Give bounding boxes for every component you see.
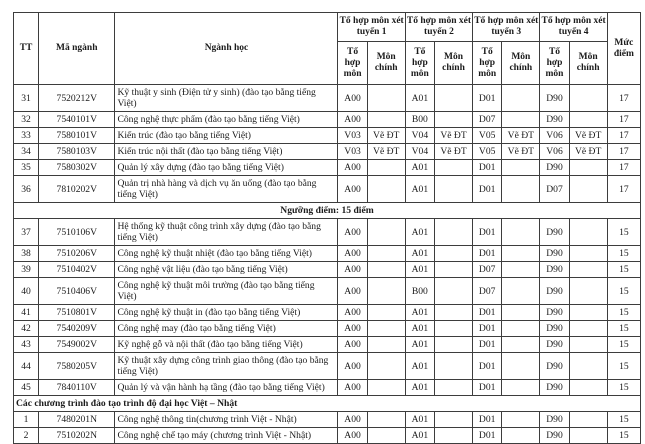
cell-main-subject-4: [569, 380, 607, 396]
cell-major-code: 7510406V: [39, 278, 115, 305]
cell-combo-2: A01: [405, 412, 434, 428]
cell-main-subject-4: [569, 428, 607, 444]
cell-major-code: 7510206V: [39, 246, 115, 262]
cell-major-name: Quản lý xây dựng (đào tạo bằng tiếng Việt): [115, 160, 338, 176]
header-group-2: Tổ hợp môn xét tuyển 2: [405, 13, 472, 42]
header-sub-combo-2: Tổ hợp môn: [405, 42, 434, 85]
cell-score: 17: [607, 85, 640, 112]
cell-combo-4: D90: [540, 246, 569, 262]
cell-combo-2: B00: [405, 278, 434, 305]
cell-combo-3: D07: [473, 112, 502, 128]
cell-combo-4: V06: [540, 128, 569, 144]
cell-main-subject-1: [367, 219, 405, 246]
table-row: [14, 428, 641, 444]
cell-combo-4: D90: [540, 321, 569, 337]
cell-major-name: Hệ thống kỹ thuật công trình xây dựng (đào tạo bằng tiếng Việt): [115, 219, 338, 246]
cell-combo-4: D90: [540, 160, 569, 176]
cell-major-code: 7540101V: [39, 112, 115, 128]
cell-score: 15: [607, 337, 640, 353]
cell-major-name: Quản lý và vận hành hạ tầng (đào tạo bằng tiếng Việt): [115, 380, 338, 396]
table-row: [14, 353, 641, 380]
cell-combo-3: V05: [473, 144, 502, 160]
cell-tt: 1: [14, 412, 39, 428]
cell-combo-2: A01: [405, 262, 434, 278]
cell-combo-3: D01: [473, 246, 502, 262]
header-tt: TT: [14, 13, 39, 85]
cell-tt: 43: [14, 337, 39, 353]
cell-major-code: 7580205V: [39, 353, 115, 380]
cell-combo-3: D01: [473, 337, 502, 353]
cell-combo-4: D90: [540, 219, 569, 246]
cell-main-subject-3: [502, 305, 540, 321]
cell-major-code: 7520212V: [39, 85, 115, 112]
cell-combo-4: D90: [540, 278, 569, 305]
cell-main-subject-4: [569, 112, 607, 128]
admission-score-table: [13, 12, 641, 444]
cell-main-subject-4: [569, 262, 607, 278]
table-row: [14, 219, 641, 246]
cell-combo-2: A01: [405, 246, 434, 262]
header-sub-main-3: Môn chính: [502, 42, 540, 85]
cell-main-subject-3: [502, 85, 540, 112]
table-row: [14, 380, 641, 396]
cell-score: 15: [607, 219, 640, 246]
cell-major-name: Công nghệ thông tin(chương trình Việt - Nhật): [115, 412, 338, 428]
header-sub-main-1: Môn chính: [367, 42, 405, 85]
section-row: [14, 396, 641, 412]
cell-main-subject-1: [367, 246, 405, 262]
cell-main-subject-4: [569, 305, 607, 321]
cell-score: 15: [607, 412, 640, 428]
cell-main-subject-1: Vẽ ĐT: [367, 128, 405, 144]
cell-score: 15: [607, 353, 640, 380]
table-row: [14, 321, 641, 337]
table-body: [14, 85, 641, 444]
cell-main-subject-3: [502, 428, 540, 444]
cell-major-name: Kỹ nghệ gỗ và nội thất (đào tạo bằng tiếng Việt): [115, 337, 338, 353]
cell-combo-1: A00: [338, 262, 367, 278]
cell-combo-1: A00: [338, 85, 367, 112]
cell-combo-1: A00: [338, 278, 367, 305]
cell-main-subject-1: [367, 160, 405, 176]
cell-main-subject-4: [569, 321, 607, 337]
cell-combo-3: D01: [473, 176, 502, 203]
cell-main-subject-4: [569, 219, 607, 246]
cell-combo-2: V04: [405, 128, 434, 144]
cell-main-subject-3: [502, 176, 540, 203]
cell-combo-4: D90: [540, 337, 569, 353]
cell-combo-4: D90: [540, 412, 569, 428]
cell-combo-4: D90: [540, 85, 569, 112]
cell-major-code: 7549002V: [39, 337, 115, 353]
table-row: [14, 278, 641, 305]
cell-combo-1: A00: [338, 246, 367, 262]
cell-combo-2: V04: [405, 144, 434, 160]
cell-combo-1: A00: [338, 305, 367, 321]
cell-main-subject-1: [367, 337, 405, 353]
cell-tt: 36: [14, 176, 39, 203]
header-major-code: Mã ngành: [39, 13, 115, 85]
cell-combo-2: A01: [405, 305, 434, 321]
cell-major-code: 7540209V: [39, 321, 115, 337]
cell-major-name: Kỹ thuật xây dựng công trình giao thông (đào tạo bằng tiếng Việt): [115, 353, 338, 380]
cell-main-subject-1: [367, 380, 405, 396]
cell-main-subject-2: [434, 85, 472, 112]
header-group-row: [14, 13, 641, 42]
cell-major-code: 7810202V: [39, 176, 115, 203]
cell-combo-1: A00: [338, 321, 367, 337]
cell-major-name: Quản trị nhà hàng và dịch vụ ăn uống (đào tạo bằng tiếng Việt): [115, 176, 338, 203]
cell-main-subject-1: [367, 176, 405, 203]
cell-combo-3: D01: [473, 85, 502, 112]
cell-combo-1: A00: [338, 412, 367, 428]
header-sub-main-4: Môn chính: [569, 42, 607, 85]
cell-main-subject-3: [502, 337, 540, 353]
cell-combo-2: A01: [405, 428, 434, 444]
cell-score: 17: [607, 112, 640, 128]
cell-main-subject-3: [502, 219, 540, 246]
table-header: [14, 13, 641, 85]
cell-tt: 39: [14, 262, 39, 278]
cell-major-code: 7510801V: [39, 305, 115, 321]
cell-major-name: Công nghệ vật liệu (đào tạo bằng tiếng Việt): [115, 262, 338, 278]
cell-combo-3: D01: [473, 321, 502, 337]
cell-tt: 35: [14, 160, 39, 176]
cell-combo-3: V05: [473, 128, 502, 144]
cell-combo-3: D01: [473, 219, 502, 246]
cell-major-code: 7480201N: [39, 412, 115, 428]
table-row: [14, 337, 641, 353]
cell-main-subject-1: [367, 112, 405, 128]
cell-main-subject-3: [502, 353, 540, 380]
cell-main-subject-1: [367, 353, 405, 380]
cell-combo-2: A01: [405, 380, 434, 396]
cell-combo-4: D90: [540, 112, 569, 128]
cell-combo-4: D90: [540, 353, 569, 380]
cell-main-subject-3: [502, 380, 540, 396]
table-row: [14, 412, 641, 428]
cell-main-subject-3: [502, 246, 540, 262]
cell-main-subject-3: [502, 160, 540, 176]
cell-main-subject-2: [434, 160, 472, 176]
cell-combo-1: A00: [338, 176, 367, 203]
cell-main-subject-4: Vẽ ĐT: [569, 128, 607, 144]
cell-main-subject-2: [434, 380, 472, 396]
cell-main-subject-4: [569, 246, 607, 262]
cell-combo-4: D90: [540, 428, 569, 444]
cell-combo-3: D07: [473, 262, 502, 278]
cell-main-subject-2: [434, 353, 472, 380]
cell-major-code: 7580101V: [39, 128, 115, 144]
header-sub-combo-1: Tổ hợp môn: [338, 42, 367, 85]
cell-main-subject-2: [434, 428, 472, 444]
cell-major-code: 7840110V: [39, 380, 115, 396]
cell-main-subject-4: [569, 337, 607, 353]
cell-main-subject-2: Vẽ ĐT: [434, 144, 472, 160]
cell-combo-2: A01: [405, 321, 434, 337]
header-sub-combo-4: Tổ hợp môn: [540, 42, 569, 85]
section-row: [14, 203, 641, 219]
cell-major-name: Công nghệ kỹ thuật nhiệt (đào tạo bằng tiếng Việt): [115, 246, 338, 262]
cell-main-subject-4: [569, 412, 607, 428]
cell-tt: 31: [14, 85, 39, 112]
cell-combo-3: D01: [473, 412, 502, 428]
cell-main-subject-4: Vẽ ĐT: [569, 144, 607, 160]
cell-combo-3: D01: [473, 380, 502, 396]
cell-score: 15: [607, 305, 640, 321]
cell-main-subject-2: Vẽ ĐT: [434, 128, 472, 144]
header-score: Mức điểm: [607, 13, 640, 85]
cell-combo-1: A00: [338, 112, 367, 128]
cell-combo-1: A00: [338, 337, 367, 353]
cell-major-code: 7510402V: [39, 262, 115, 278]
cell-main-subject-2: [434, 262, 472, 278]
cell-main-subject-2: [434, 321, 472, 337]
cell-major-name: Công nghệ may (đào tạo bằng tiếng Việt): [115, 321, 338, 337]
cell-tt: 41: [14, 305, 39, 321]
cell-main-subject-4: [569, 85, 607, 112]
cell-combo-2: A01: [405, 85, 434, 112]
cell-combo-2: A01: [405, 219, 434, 246]
cell-main-subject-2: [434, 176, 472, 203]
cell-tt: 33: [14, 128, 39, 144]
cell-major-name: Công nghệ chế tạo máy (chương trình Việt - Nhật): [115, 428, 338, 444]
cell-main-subject-4: [569, 160, 607, 176]
cell-combo-4: D90: [540, 262, 569, 278]
table-row: [14, 112, 641, 128]
cell-main-subject-4: [569, 278, 607, 305]
cell-score: 17: [607, 128, 640, 144]
table-row: [14, 305, 641, 321]
cell-combo-1: A00: [338, 380, 367, 396]
cell-score: 15: [607, 321, 640, 337]
table-row: [14, 262, 641, 278]
cell-score: 15: [607, 428, 640, 444]
cell-score: 17: [607, 160, 640, 176]
cell-major-name: Kiến trúc (đào tạo bằng tiếng Việt): [115, 128, 338, 144]
cell-main-subject-1: [367, 278, 405, 305]
cell-score: 17: [607, 144, 640, 160]
cell-combo-3: D01: [473, 305, 502, 321]
cell-combo-3: D01: [473, 353, 502, 380]
cell-main-subject-2: [434, 219, 472, 246]
cell-combo-1: V03: [338, 128, 367, 144]
cell-main-subject-4: [569, 353, 607, 380]
cell-combo-4: D07: [540, 176, 569, 203]
cell-combo-2: A01: [405, 337, 434, 353]
cell-major-name: Kỹ thuật y sinh (Điện tử y sinh) (đào tạo bằng tiếng Việt): [115, 85, 338, 112]
cell-main-subject-1: [367, 412, 405, 428]
cell-main-subject-2: [434, 112, 472, 128]
cell-combo-2: B00: [405, 112, 434, 128]
cell-main-subject-1: [367, 262, 405, 278]
cell-main-subject-1: [367, 428, 405, 444]
cell-score: 15: [607, 278, 640, 305]
section-label: Các chương trình đào tạo trình độ đại học Việt – Nhật: [14, 396, 641, 412]
cell-main-subject-2: [434, 412, 472, 428]
section-label: Ngưỡng điểm: 15 điểm: [14, 203, 641, 219]
cell-main-subject-3: [502, 412, 540, 428]
cell-tt: 34: [14, 144, 39, 160]
cell-main-subject-3: [502, 278, 540, 305]
cell-combo-2: A01: [405, 160, 434, 176]
header-group-4: Tổ hợp môn xét tuyển 4: [540, 13, 607, 42]
cell-main-subject-3: Vẽ ĐT: [502, 144, 540, 160]
cell-combo-1: V03: [338, 144, 367, 160]
cell-tt: 38: [14, 246, 39, 262]
cell-tt: 2: [14, 428, 39, 444]
cell-combo-1: A00: [338, 219, 367, 246]
cell-combo-1: A00: [338, 428, 367, 444]
cell-major-code: 7580302V: [39, 160, 115, 176]
cell-main-subject-2: [434, 305, 472, 321]
cell-main-subject-1: [367, 305, 405, 321]
cell-main-subject-2: [434, 337, 472, 353]
cell-combo-4: V06: [540, 144, 569, 160]
cell-main-subject-4: [569, 176, 607, 203]
cell-combo-4: D90: [540, 380, 569, 396]
cell-score: 15: [607, 380, 640, 396]
cell-combo-1: A00: [338, 160, 367, 176]
cell-tt: 44: [14, 353, 39, 380]
table-row: [14, 144, 641, 160]
table-row: [14, 246, 641, 262]
cell-major-name: Kiến trúc nội thất (đào tạo bằng tiếng Việt): [115, 144, 338, 160]
table-row: [14, 128, 641, 144]
cell-combo-4: D90: [540, 305, 569, 321]
cell-major-code: 7580103V: [39, 144, 115, 160]
cell-combo-3: D01: [473, 160, 502, 176]
header-sub-combo-3: Tổ hợp môn: [473, 42, 502, 85]
cell-major-code: 7510202N: [39, 428, 115, 444]
cell-tt: 37: [14, 219, 39, 246]
cell-main-subject-3: [502, 112, 540, 128]
cell-combo-3: D01: [473, 428, 502, 444]
cell-main-subject-1: [367, 85, 405, 112]
cell-combo-3: D07: [473, 278, 502, 305]
header-major-name: Ngành học: [115, 13, 338, 85]
cell-major-code: 7510106V: [39, 219, 115, 246]
table-row: [14, 85, 641, 112]
cell-main-subject-2: [434, 278, 472, 305]
table-row: [14, 160, 641, 176]
table-row: [14, 176, 641, 203]
cell-major-name: Công nghệ kỹ thuật in (đào tạo bằng tiếng Việt): [115, 305, 338, 321]
cell-tt: 40: [14, 278, 39, 305]
cell-main-subject-3: [502, 321, 540, 337]
cell-main-subject-3: Vẽ ĐT: [502, 128, 540, 144]
cell-main-subject-1: [367, 321, 405, 337]
header-group-3: Tổ hợp môn xét tuyển 3: [473, 13, 540, 42]
cell-major-name: Công nghệ thực phẩm (đào tạo bằng tiếng Việt): [115, 112, 338, 128]
cell-main-subject-1: Vẽ ĐT: [367, 144, 405, 160]
header-group-1: Tổ hợp môn xét tuyển 1: [338, 13, 405, 42]
cell-major-name: Công nghệ kỹ thuật môi trường (đào tạo bằng tiếng Việt): [115, 278, 338, 305]
cell-score: 17: [607, 176, 640, 203]
cell-tt: 32: [14, 112, 39, 128]
cell-tt: 42: [14, 321, 39, 337]
cell-score: 15: [607, 246, 640, 262]
cell-score: 15: [607, 262, 640, 278]
cell-tt: 45: [14, 380, 39, 396]
cell-main-subject-3: [502, 262, 540, 278]
cell-combo-2: A01: [405, 353, 434, 380]
cell-main-subject-2: [434, 246, 472, 262]
cell-combo-2: A01: [405, 176, 434, 203]
cell-combo-1: A00: [338, 353, 367, 380]
header-sub-main-2: Môn chính: [434, 42, 472, 85]
